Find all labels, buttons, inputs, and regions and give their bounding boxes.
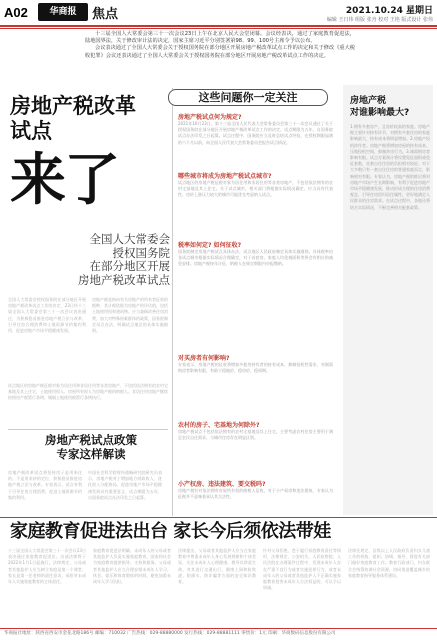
faq-answer-3: 国务院制定房地产税试点具体办法，试点地区人民政府制定具体实施细则。具体税率由各试点城市根据实际情况合理确定，对于首套房、家庭人均免税面积等将会有相应的减免安排。房地产税按年计征，纳税人在规定期限内申报缴纳。 [178,249,333,267]
section-name: 焦点 [92,7,119,22]
bottom-body-col4: 针对父母拒绝、怠于履行家庭教育责任等情形，法律规定，公安机关、人民检察院、人民法院在办理案件过程中，发现未成年人存在严重不良行为或者实施犯罪行为，或者未成年人的父母或者其他监护人不正确实施家庭教育侵害未成年人合法权益的，可以予以训诫。 [263,548,341,591]
faq-answer-5: 房地产税试点不包括依法拥有的农村宅基地及其上住宅，主要考虑农村住房主要用于满足农民自住需求，与城市住房存在明显区别。 [178,429,333,441]
faq-question-6: 小产权房、违法建筑、要交税吗? [178,481,266,488]
divider [8,429,168,430]
bottom-body-col2: 家庭教育促进法明确，未成年人的父母或者其他监护人负责实施家庭教育，国家和社会为家庭教育提供指导、支持和服务。父母或者其他监护人应当合理安排未成年人学习、休息、娱乐和体育锻炼的时间，避免加重未成年人学习负担。 [93,548,171,585]
column-divider [172,88,173,516]
lead-text-2: 会议表决通过了全国人大常委会关于授权国务院在部分地区开展房地产税改革试点工作的决定和关于修改《重大税收犯罪》会议还表决通过了全国人大常委会关于授权国务院在部分地区开展房地产税改革试点工作的决定。 [85,45,355,59]
editor-credits: 编辑 王日伟 组版 张舟 校对 王艳 版式设计 张伟 [326,17,433,23]
subsection-body-col1: 房地产税改革试点将坚持房子是用来住的、不是用来炒的定位，积极稳妥推进房地产税立法与改革。专家表示，试点有利于引导住房合理消费，促进土地资源节约集约利用。 [8,470,82,500]
faq-question-3: 税率如何定? 如何征收? [178,242,242,249]
sidebar-body: 1.拥有多套房产，且房价较高的家庭。房地产税主要针对持有环节，对拥有多套住房的家庭影响最大，持有成本将明显增加。2.房地产投机炒作者。房地产税将增加房屋的持有成本，压缩投机空间，抑制炒房行为。3.刚需购房者影响有限。试点方案预计将设置免征面积或免征套数，首套自住住房的负担相对较轻。对于大多数只有一套自住住房的普通家庭而言，影响相对有限。专家认为，房地产税的推出将对房地产市场产生长期影响，有利于促进房地产市场平稳健康发展，推动形成合理的住房消费观念，引导住房回归居住属性，更好地满足人民群众的住房需求。在试点过程中，各地还将结合实际情况，不断完善相关配套政策。 [350,124,430,210]
subtitle-line: 全国人大常委会 [89,232,170,246]
subsection-headline-line: 专家这样解读 [56,447,126,461]
bottom-body-col1: 十三届全国人大常委会第三十一次会议23日表决通过家庭教育促进法。这部法律将于2022年1月1日起施行。法律规定，父母或者其他监护人应当树立家庭是第一个课堂、家长是第一任老师的责任意识，承担对未成年人实施家庭教育的主体责任。 [8,548,86,585]
headline-subtitle [40,233,170,287]
faq-question-1: 房地产税试点何为规定? [178,114,242,121]
bottom-headline: 家庭教育促进法出台 家长今后须依法带娃 [10,521,331,542]
header-rule [0,25,437,27]
faq-answer-4: 专家表示，房地产税的征收将增加多套房持有者的持有成本，抑制投机性需求，对刚需购房者影响有限，有助于稳地价、稳房价、稳预期。 [178,362,333,374]
sidebar-title-line: 对谁影响最大? [350,108,410,118]
faq-question-5: 农村的房子、宅基地为何除外? [178,422,260,429]
subsection-body-col2: 中国社会科学院财经战略研究院研究员表示，房地产税对于增加地方财政收入、优化收入分配格局、促进房地产市场平稳健康发展具有重要意义，试点期限为五年，自国务院试点办法印发之日起算。 [88,470,162,500]
sidebar-title-line: 房地产税 [350,96,387,106]
faq-answer-6: 房地产税针对依法拥有房屋所有权的纳税人征收，对于小产权房和违法建筑，专家认为征税并不意味着承认其合法性。 [178,488,333,500]
bottom-body-col5: 法律还规定，县级以上人民政府负责妇女儿童工作的机构，组织、协调、指导、督促有关部门做好家庭教育工作。教育行政部门、妇女联合会统筹协调社会资源，协同推进覆盖城乡的家庭教育指导服务体系建设。 [348,548,430,578]
issue-date: 2021.10.24 星期日 [345,6,433,16]
faq-box-title: 这些问题你一定关注 [168,89,328,106]
faq-question-2: 哪些城市将成为房地产税试点城市? [178,173,272,180]
header-rule-thin [0,28,437,29]
subsection-headline-line: 房地产税试点政策 [45,433,137,447]
headline-big: 来了 [10,147,118,213]
subtitle-line: 房地产税改革试点 [78,272,170,287]
article-body-col1: 全国人大常委会授权国务院在部分地区开展房地产税改革试点工作的决定，23日经十三届全国人大常委会第三十一次会议表决通过，为积极稳妥推进房地产税立法与改革，引导住房合理消费和土地资源节约集约利用，促进房地产市场平稳健康发展。 [8,297,86,334]
newspaper-logo: 华商报 [38,3,88,21]
page-number: A02 [4,5,28,20]
sidebar-title [350,95,430,119]
faq-question-4: 对买房者有何影响? [178,355,230,362]
headline-main: 房地产税改革试点 [10,93,136,143]
subtitle-line: 在部分地区开展 [89,259,170,273]
section-rule [0,517,437,518]
page-footer: 华商报社地址：陕西省西安市金花北路186号 邮编：710032 广告热线：029-88880000 发行热线：029-88881111 零售价：1元 印刷：华商数码信息股份有限公司 [0,628,437,640]
subsection-headline [8,433,174,461]
bottom-body-col3: 法律提出，父母或者其他监护人应当在家庭教育中尊重未成年人身心发展规律和个体差异，关注未成年人心理健康，教导其珍爱生命，对其进行交通出行、健康上网和防欺凌、防溺水、防诈骗等方面的安全知识教育。 [178,548,256,585]
article-body-col3: 试点地区的房地产税征税对象为居住用和非居住用等各类房地产，不包括依法拥有的农村宅基地及其上住宅，土地使用权人、房屋所有权人为房地产税的纳税人。非居住用房地产继续按照房产税暂行条例、城镇土地使用税暂行条例执行。 [8,383,168,401]
lead-text-1: 十三届全国人大常委会第三十一次会议23日上午在北京人民大会堂闭幕。会议经表决，通过了家庭教育促进法，陆地国界法，关于修改审计法的决定，国家主席习近平分别签署第98、99、100号主席令予以公布。 [85,31,355,45]
article-body-col2: 房地产税是指向有关房地产的所有者征收的税种，其计税依据为房地产的评估值，包括土地使用权和建筑物。应当兼顾改善住房消费，加大对特殊困难群体的政策，国务院制定试点办法，明确试点地区的具体实施细则。 [92,297,168,334]
faq-answer-1: 2021年10月23日，第十三届全国人民代表大会常务委员会第三十一次会议通过了关于授权国务院在部分地区开展房地产税改革试点工作的决定。试点期限为五年，自国务院试点办法印发之日起算。试点过程中，国务院应当及时总结试点经验，在授权期限届满的六个月以前，向全国人民代表大会常务委员会报告试点情况。 [178,121,333,145]
subtitle-line: 授权国务院 [112,245,170,260]
faq-answer-2: 试点地区的房地产税征税对象为居住用和非居住用等各类房地产，不包括依法拥有的农村宅基地及其上住宅。关于试点城市，相关部门将根据实际情况确定，应当具有代表性、房价上涨压力较大的城市可能优先考虑纳入试点。 [178,180,333,198]
lead-paragraph [85,31,355,60]
